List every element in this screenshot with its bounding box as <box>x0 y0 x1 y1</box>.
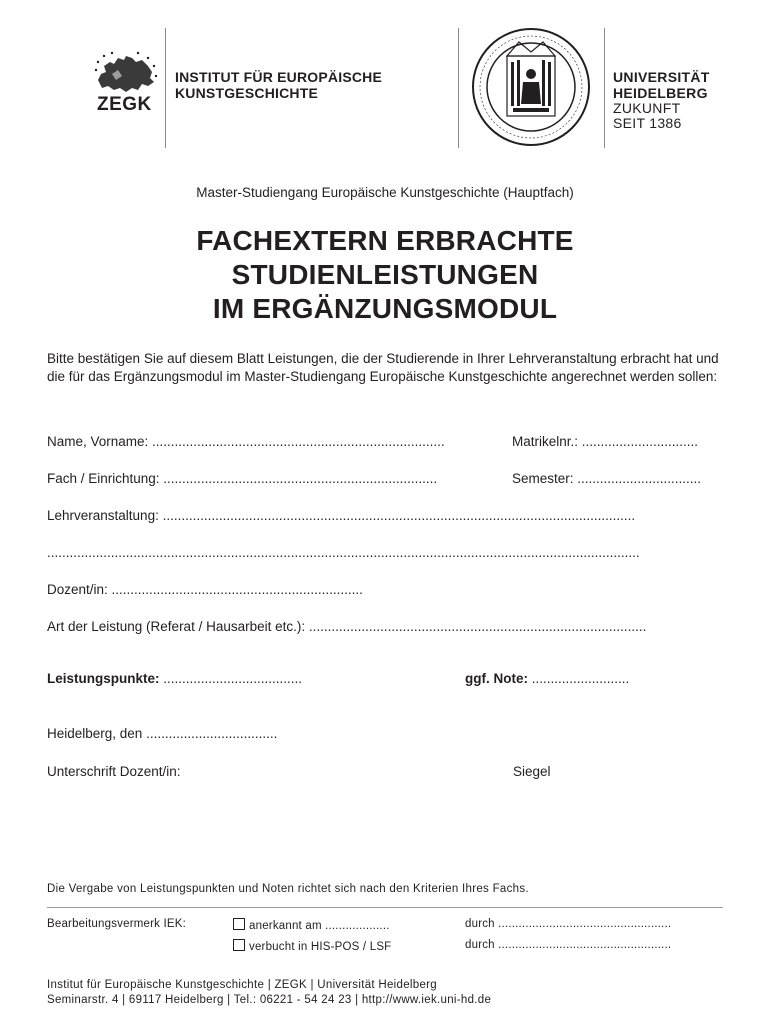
institute-address-line2: Seminarstr. 4 | 69117 Heidelberg | Tel.: 06221 - 54 24 23 | http://www.iek.uni-hd.de <box>47 994 492 1006</box>
matrikel-field[interactable]: Matrikelnr.: ............................... <box>512 434 699 449</box>
university-tagline-line2: SEIT 1386 <box>613 115 682 131</box>
institute-name <box>175 69 382 101</box>
institute-address <box>47 978 491 1008</box>
durch-field-2[interactable]: durch ................................................... <box>465 939 672 951</box>
siegel-label: Siegel <box>513 764 551 779</box>
leistungspunkte-dots: ..................................... <box>159 671 303 686</box>
header-divider-seal-left <box>458 28 459 148</box>
intro-paragraph: Bitte bestätigen Sie auf diesem Blatt Leistungen, die der Studierende in Ihrer Lehrveranstaltung erbracht hat und die für das Ergänzungsmodul im Master-Studiengang Europäische Kunstgeschichte angerechnet werden sollen: <box>47 351 719 384</box>
university-tagline <box>613 101 682 131</box>
fach-field[interactable]: Fach / Einrichtung: ......................................................................... <box>47 471 438 486</box>
university-seal <box>463 26 599 148</box>
bearbeitungsvermerk-label: Bearbeitungsvermerk IEK: <box>47 918 187 930</box>
institute-address-line1: Institut für Europäische Kunstgeschichte | ZEGK | Universität Heidelberg <box>47 979 437 991</box>
lehrveranstaltung-field[interactable]: Lehrveranstaltung: .............................................................................................................................. <box>47 508 636 523</box>
note-label: ggf. Note: <box>465 671 528 686</box>
university-name-line1: UNIVERSITÄT <box>613 69 710 85</box>
verbucht-checkbox[interactable] <box>233 939 245 951</box>
lehrveranstaltung-continuation-field[interactable]: .............................................................................................................................................................. <box>47 545 640 560</box>
header-divider-right <box>604 28 605 148</box>
header-divider-left <box>165 28 166 148</box>
university-name-line2: HEIDELBERG <box>613 85 708 101</box>
heidelberg-date-field[interactable]: Heidelberg, den ................................... <box>47 726 278 741</box>
form-title <box>0 224 770 326</box>
footer-divider <box>47 907 723 908</box>
note-dots: .......................... <box>528 671 630 686</box>
verbucht-option[interactable] <box>233 939 391 953</box>
grading-note: Die Vergabe von Leistungspunkten und Noten richtet sich nach den Kriterien Ihres Fachs. <box>47 883 529 895</box>
zegk-logo-text: ZEGK <box>97 94 152 115</box>
form-title-line3: IM ERGÄNZUNGSMODUL <box>212 293 558 324</box>
note-field[interactable] <box>465 671 650 686</box>
name-field[interactable]: Name, Vorname: .............................................................................. <box>47 434 445 449</box>
form-title-line2: STUDIENLEISTUNGEN <box>231 259 539 290</box>
institute-name-line1: INSTITUT FÜR EUROPÄISCHE <box>175 69 383 85</box>
university-tagline-line1: ZUKUNFT <box>613 100 681 116</box>
iek-europe-map-logo <box>92 50 158 96</box>
semester-field[interactable]: Semester: ................................. <box>512 471 702 486</box>
verbucht-label: verbucht in HIS-POS / LSF <box>249 941 392 953</box>
dozent-field[interactable]: Dozent/in: ................................................................... <box>47 582 363 597</box>
form-title-line1: FACHEXTERN ERBRACHTE <box>196 225 574 256</box>
leistungspunkte-field[interactable] <box>47 671 337 686</box>
university-name <box>613 69 710 101</box>
anerkannt-option[interactable] <box>233 918 390 932</box>
unterschrift-label: Unterschrift Dozent/in: <box>47 764 181 779</box>
art-der-leistung-field[interactable]: Art der Leistung (Referat / Hausarbeit etc.): .......................................................................................... <box>47 619 647 634</box>
anerkannt-checkbox[interactable] <box>233 918 245 930</box>
anerkannt-label: anerkannt am ................... <box>249 920 390 932</box>
durch-field-1[interactable]: durch ................................................... <box>465 918 672 930</box>
leistungspunkte-label: Leistungspunkte: <box>47 671 160 686</box>
institute-name-line2: KUNSTGESCHICHTE <box>175 85 319 101</box>
program-subtitle: Master-Studiengang Europäische Kunstgeschichte (Hauptfach) <box>196 185 574 200</box>
